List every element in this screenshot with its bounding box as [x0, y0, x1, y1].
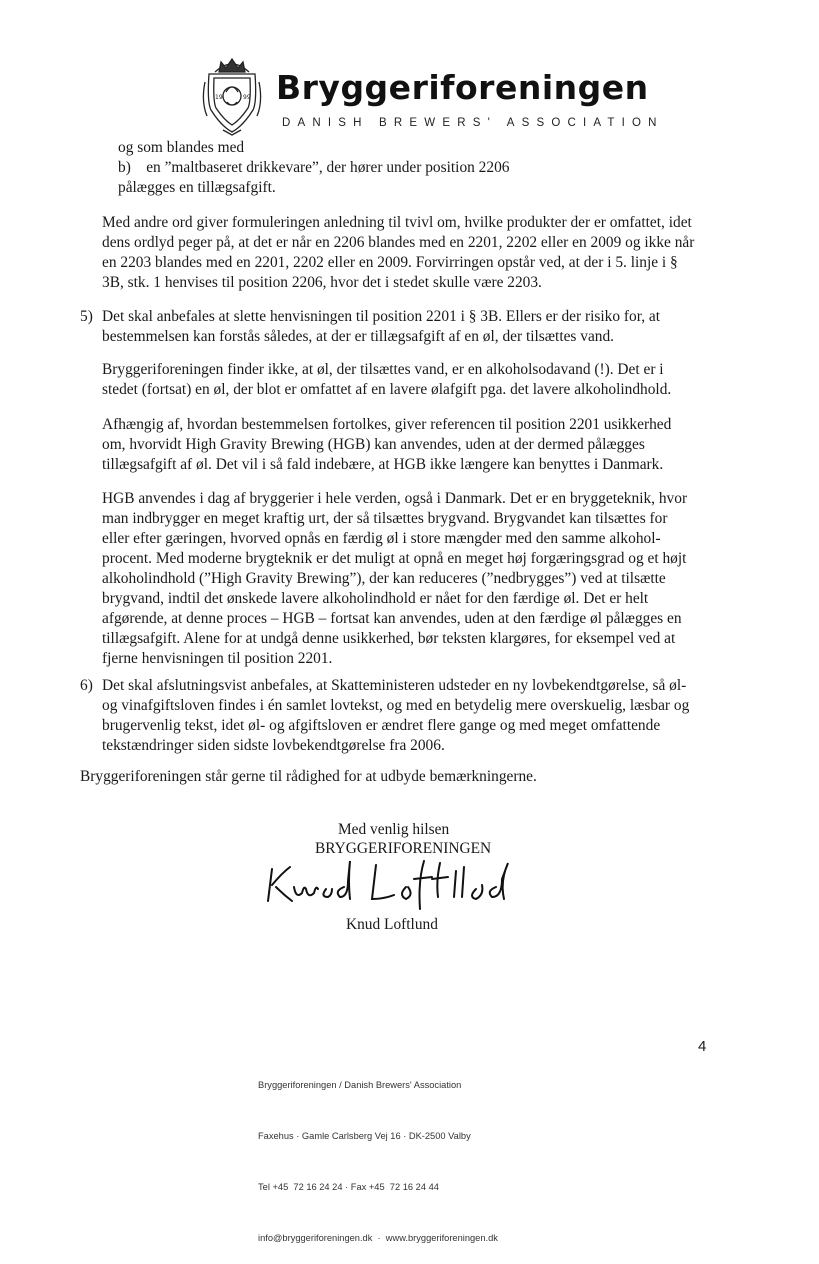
intro-line: pålægges en tillægsafgift. [118, 179, 276, 196]
closing-line: Bryggeriforeningen står gerne til rådighed for at udbyde bemærkningerne. [80, 768, 537, 785]
paragraph-line: Afhængig af, hvordan bestemmelsen fortolkes, giver referencen til position 2201 usikkerhed [102, 416, 672, 433]
association-crest-logo [201, 52, 263, 136]
paragraph-line: tillægsafgift af øl. Det vil i så fald indebære, at HGB ikke længere kan benyttes i Danmark. [102, 456, 664, 473]
paragraph-line: tillægsafgift. Alene for at undgå denne usikkerhed, bør teksten klargøres, for eksempel ved at [102, 630, 676, 647]
intro-line: b) en ”maltbaseret drikkevare”, der hører under position 2206 [118, 159, 510, 176]
paragraph-line: Det skal anbefales at slette henvisningen til position 2201 i § 3B. Ellers er der risiko for, at [102, 308, 661, 325]
paragraph-line: brugervenlig tekst, idet øl- og afgiftsloven er ændret flere gange og med meget omfattende [102, 717, 661, 734]
paragraph-line: en 2203 blandes med en 2201, 2202 eller en 2009. Forvirringen opstår ved, at der i 5. linje i § [102, 254, 678, 271]
paragraph-line: 3B, stk. 1 henvises til position 2206, hvor det i stedet skulle være 2203. [102, 274, 542, 291]
paragraph-line: Det skal afslutningsvist anbefales, at Skatteministeren udsteder en ny lovbekendtgørelse, så øl- [102, 677, 687, 694]
paragraph-line: stedet (fortsat) en øl, der blot er omfattet af en lavere ølafgift pga. det lavere alkoholindhold. [102, 381, 672, 398]
footer-contact [258, 1043, 498, 1264]
paragraph-line: brygvand, indtil det ønskede lavere alkoholindhold er nået for den færdige øl. Det er helt [102, 590, 649, 607]
page-number: 4 [698, 1038, 707, 1055]
paragraph-line: og vinafgiftsloven findes i én samlet lovtekst, og med en betydelig mere overskuelig, læsbar og [102, 697, 690, 714]
footer-line: Tel +45 72 16 24 24 · Fax +45 72 16 24 44 [258, 1182, 439, 1192]
item-number: 6) [80, 677, 93, 694]
footer-line: Bryggeriforeningen / Danish Brewers' Association [258, 1080, 462, 1090]
intro-line: og som blandes med [118, 139, 245, 156]
organization-name: Bryggeriforeningen [276, 68, 649, 107]
footer-line: Faxehus · Gamle Carlsberg Vej 16 · DK-2500 Valby [258, 1131, 471, 1141]
svg-text:99: 99 [243, 94, 251, 101]
handwritten-signature [264, 851, 526, 911]
signatory-name: Knud Loftlund [346, 916, 438, 933]
paragraph-line: fjerne henvisningen til position 2201. [102, 650, 333, 667]
paragraph-line: Bryggeriforeningen finder ikke, at øl, der tilsættes vand, er en alkoholsodavand (!). Det er i [102, 361, 664, 378]
paragraph-line: Med andre ord giver formuleringen anledning til tvivl om, hvilke produkter der er omfattet, idet [102, 214, 692, 231]
item-number: 5) [80, 308, 93, 325]
paragraph-line: bestemmelsen kan forstås således, at der er tillægsafgift af en øl, der tilsættes vand. [102, 328, 615, 345]
paragraph-line: dens ordlyd peger på, at det er når en 2206 blandes med en 2201, 2202 eller en 2009 og ikke når [102, 234, 695, 251]
organization-subtitle: DANISH BREWERS' ASSOCIATION [282, 117, 664, 129]
paragraph-line: om, hvorvidt High Gravity Brewing (HGB) kan anvendes, uden at der dermed pålægges [102, 436, 645, 453]
paragraph-line: tekstændringer siden sidste lovbekendtgørelse fra 2006. [102, 737, 445, 754]
svg-text:19: 19 [215, 94, 223, 101]
paragraph-line: man indbrygger en meget kraftig urt, der så tilsættes brygvand. Brygvandet kan tilsættes for [102, 510, 668, 527]
paragraph-line: alkoholindhold (”High Gravity Brewing”), der kan reduceres (”nedbrygges”) ved at tilsætte [102, 570, 666, 587]
organization-signoff: BRYGGERIFORENINGEN [315, 840, 492, 857]
paragraph-line: procent. Med moderne brygteknik er det muligt at opnå en meget høj forgæringsgrad og et højt [102, 550, 687, 567]
paragraph-line: HGB anvendes i dag af bryggerier i hele verden, også i Danmark. Det er en bryggeteknik, hvor [102, 490, 688, 507]
paragraph-line: afgørende, at denne proces – HGB – fortsat kan anvendes, uden at den færdige øl pålægges en [102, 610, 682, 627]
footer-line: info@bryggeriforeningen.dk · www.bryggeriforeningen.dk [258, 1233, 498, 1243]
greeting: Med venlig hilsen [338, 821, 450, 838]
paragraph-line: eller efter gæringen, hvorved opnås en færdig øl i store mængder med den samme alkohol- [102, 530, 661, 547]
